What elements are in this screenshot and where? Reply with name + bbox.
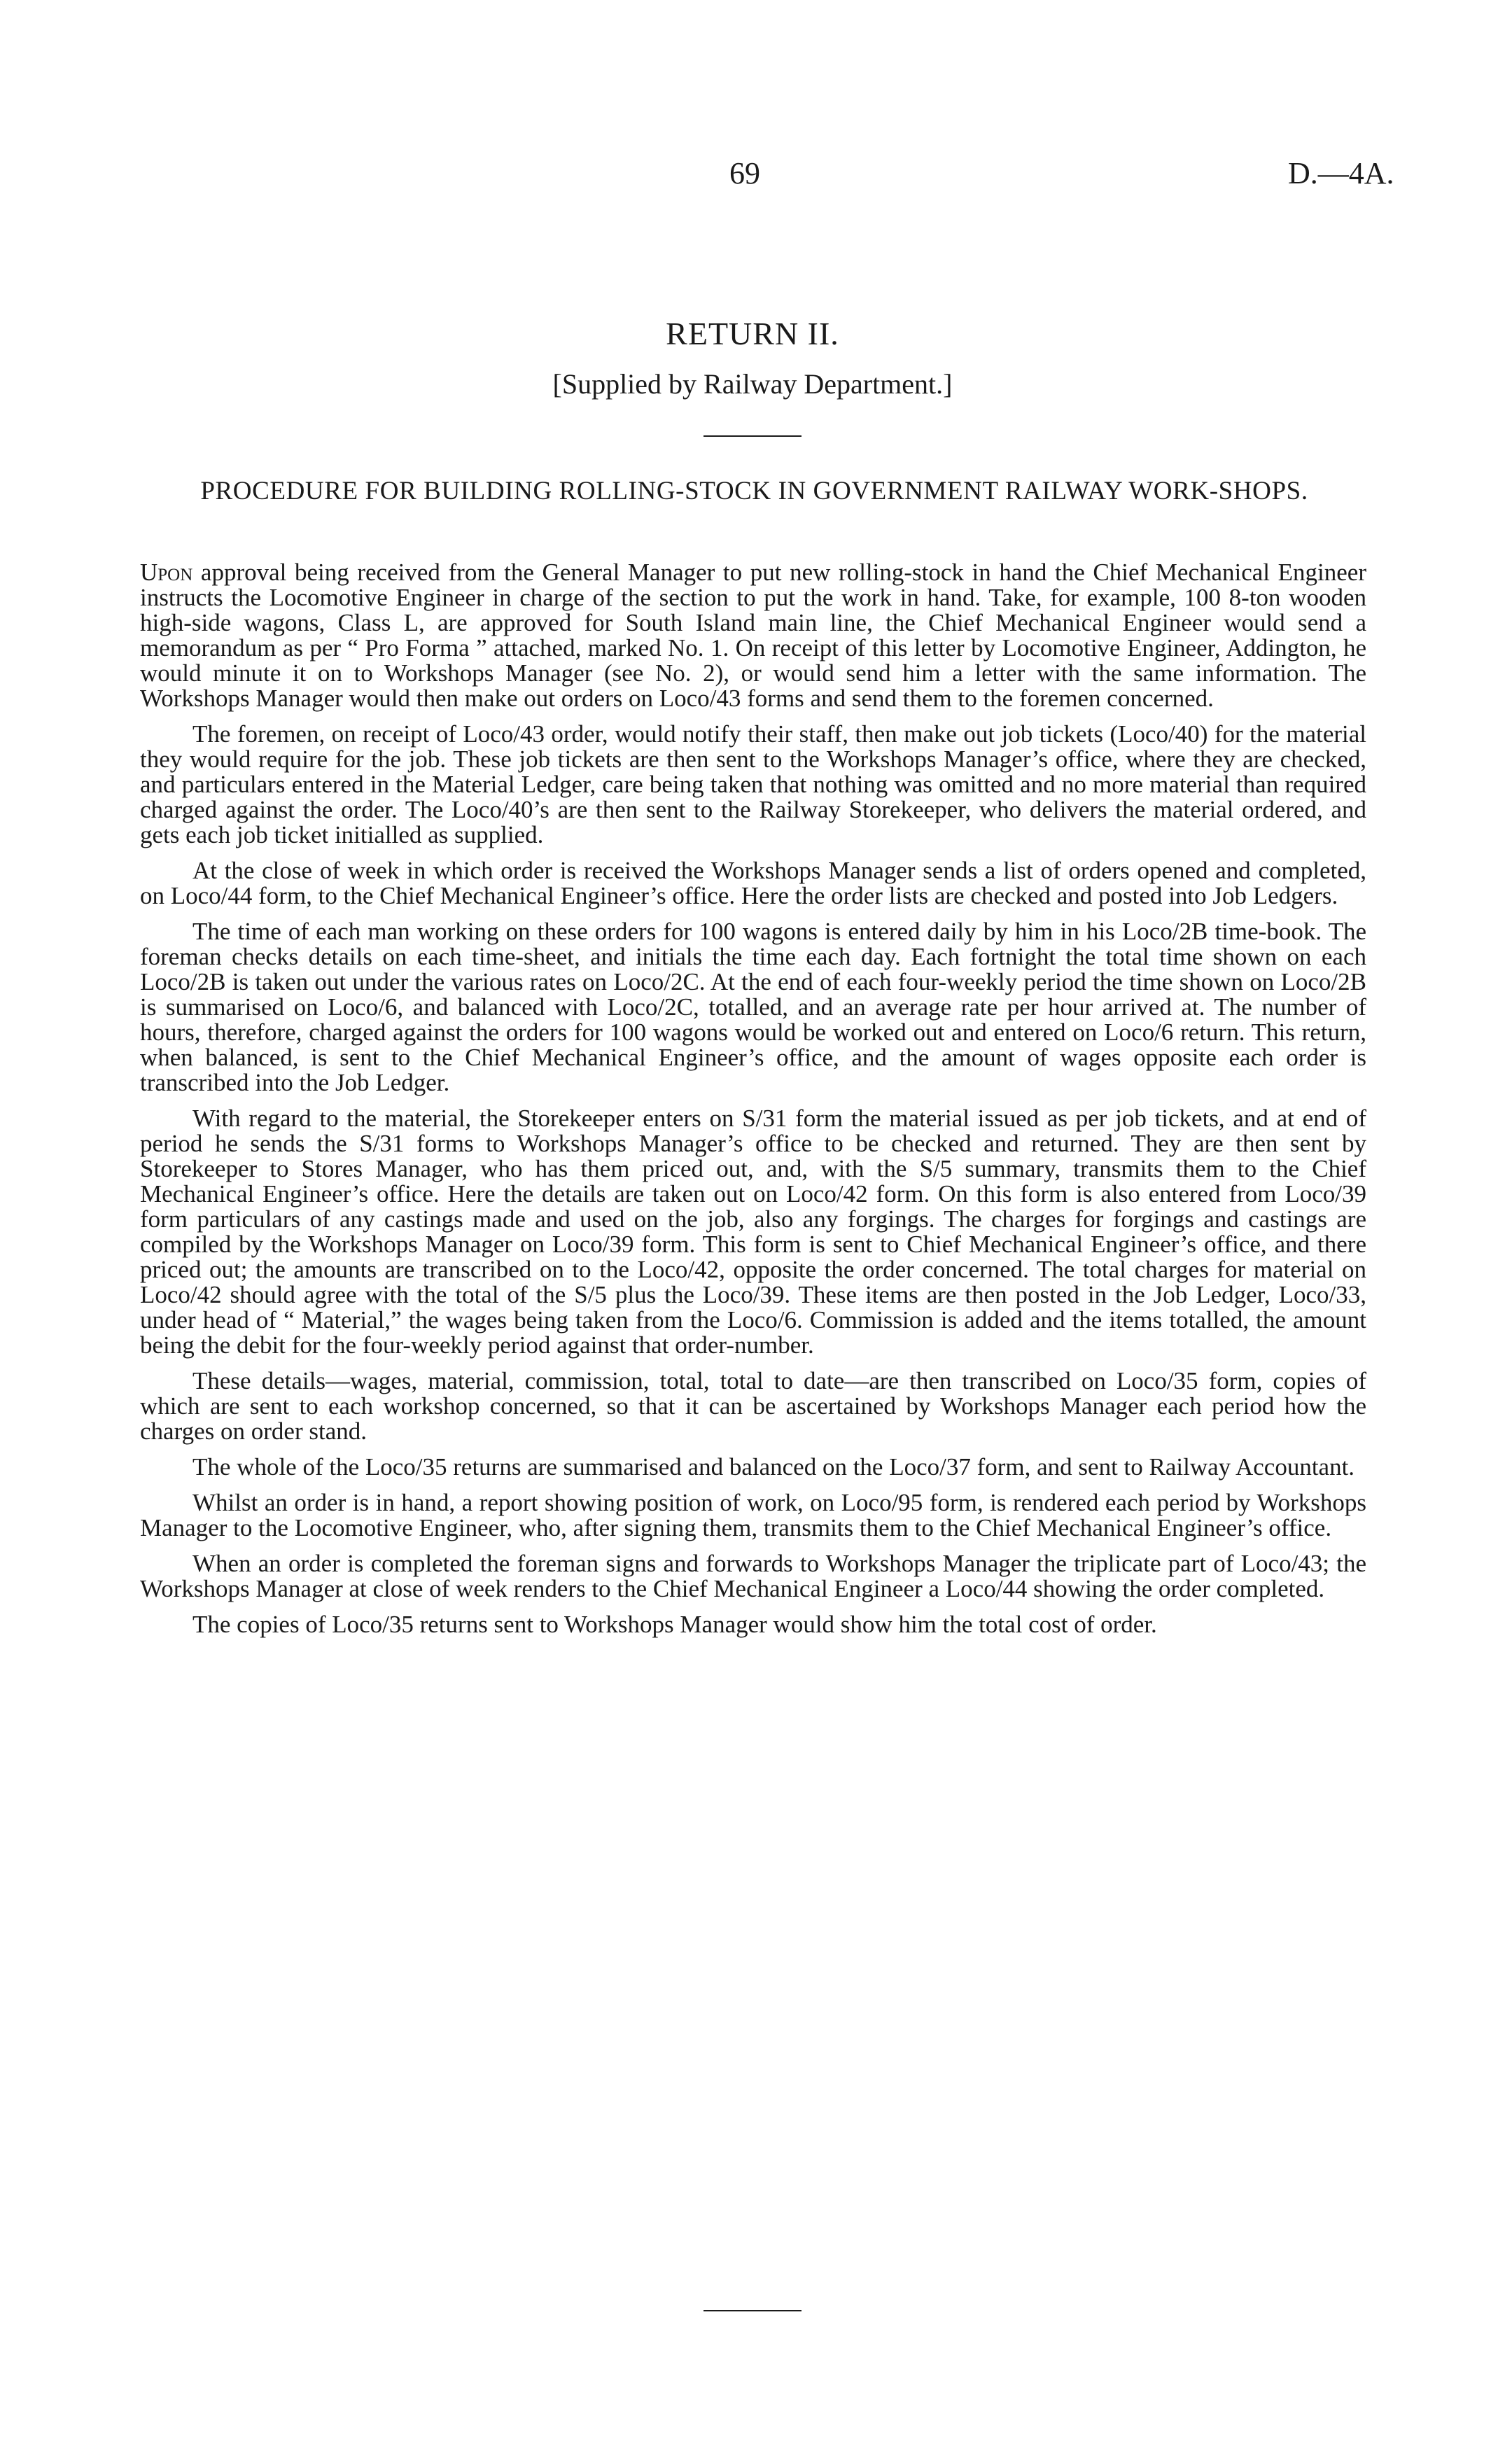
paragraph-7: The whole of the Loco/35 returns are summarised and balanced on the Loco/37 form, and sent to Railway Accountant. — [192, 1453, 1355, 1480]
paragraph-8: Whilst an order is in hand, a report showing position of work, on Loco/95 form, is rendered each period by Workshops Manager to the Locomotive Engineer, who, after signing them, transmits them to the Chief Mechanical Engineer’s office. — [140, 1489, 1366, 1541]
paragraph-3: At the close of week in which order is received the Workshops Manager sends a list of orders opened and completed, on Loco/44 form, to the Chief Mechanical Engineer’s office. Here the order lists are checked and posted into Job Ledgers. — [140, 857, 1366, 909]
paragraph-10: The copies of Loco/35 returns sent to Workshops Manager would show him the total cost of order. — [192, 1611, 1157, 1638]
paragraph-4: The time of each man working on these orders for 100 wagons is entered daily by him in his Loco/2B time-book. The foreman checks details on each time-sheet, and initials the time each day. Each fortnight the total time shown on each Loco/2B is taken out under the various rates on Loco/2C. At the end of each four-weekly period the time shown on Loco/2B is summarised on Loco/6, and balanced with Loco/2C, totalled, and an average rate per hour arrived at. The number of hours, therefore, charged against the orders for 100 wagons would be worked out and entered on Loco/6 return. This return, when balanced, is sent to the Chief Mechanical Engineer’s office, and the amount of wages opposite each order is transcribed into the Job Ledger. — [140, 918, 1366, 1096]
body-text — [140, 560, 1366, 1648]
paragraph-5: With regard to the material, the Storekeeper enters on S/31 form the material issued as per job tickets, and at end of period he sends the S/31 forms to Workshops Manager’s office to be checked and returned. They are then sent by Storekeeper to Stores Manager, who has them priced out, and, with the S/5 summary, transmits them to the Chief Mechanical Engineer’s office. Here the details are taken out on Loco/42 form. On this form is also entered from Loco/39 form particulars of any castings made and used on the job, also any forgings. The charges for forgings and castings are compiled by the Workshops Manager on Loco/39 form. This form is sent to Chief Mechanical Engineer’s office, and there priced out; the amounts are transcribed on to the Loco/42, opposite the order concerned. The total charges for material on Loco/42 should agree with the total of the S/5 plus the Loco/39. These items are then posted in the Job Ledger, Loco/33, under head of “ Material,” the wages being taken from the Loco/6. Commission is added and the items totalled, the amount being the debit for the four-weekly period against that order-number. — [140, 1105, 1366, 1359]
document-code: D.—4A. — [1288, 156, 1394, 190]
paragraph-1 — [140, 560, 1366, 711]
title-divider — [704, 435, 802, 437]
page-number: 69 — [729, 156, 760, 190]
paragraph-6: These details—wages, material, commission, total, total to date—are then transcribed on Loco/35 form, copies of which are sent to each workshop concerned, so that it can be ascertained by Workshops Manager each period how the charges on order stand. — [140, 1367, 1366, 1445]
return-subtitle: [Supplied by Railway Department.] — [552, 368, 953, 400]
section-heading: PROCEDURE FOR BUILDING ROLLING-STOCK IN GOVERNMENT RAILWAY WORK-SHOPS. — [200, 477, 1308, 505]
paragraph-1-text: approval being received from the General Manager to put new rolling-stock in hand the Chief Mechanical Engineer instructs the Locomotive Engineer in charge of the section to put the work in hand. Take, for example, 100 8-ton wooden high-side wagons, Class L, are approved for South Island main line, the Chief Mechanical Engineer would send a memorandum as per “ Pro Forma ” attached, marked No. 1. On receipt of this letter by Locomotive Engineer, Addington, he would minute it on to Workshops Manager (see No. 2), or would send him a letter with the same information. The Workshops Manager would then make out orders on Loco/43 forms and send them to the foremen concerned. — [140, 559, 1366, 712]
paragraph-2: The foremen, on receipt of Loco/43 order, would notify their staff, then make out job tickets (Loco/40) for the material they would require for the job. These job tickets are then sent to the Workshops Manager’s office, where they are checked, and particulars entered in the Material Ledger, care being taken that nothing was omitted and no more material than required charged against the order. The Loco/40’s are then sent to the Railway Storekeeper, who delivers the material ordered, and gets each job ticket initialled as supplied. — [140, 720, 1366, 848]
return-title: RETURN II. — [666, 316, 839, 351]
paragraph-1-lead: Upon — [140, 559, 193, 586]
end-divider — [704, 2310, 802, 2311]
paragraph-9: When an order is completed the foreman signs and forwards to Workshops Manager the triplicate part of Loco/43; the Workshops Manager at close of week renders to the Chief Mechanical Engineer a Loco/44 showing the order completed. — [140, 1550, 1366, 1602]
